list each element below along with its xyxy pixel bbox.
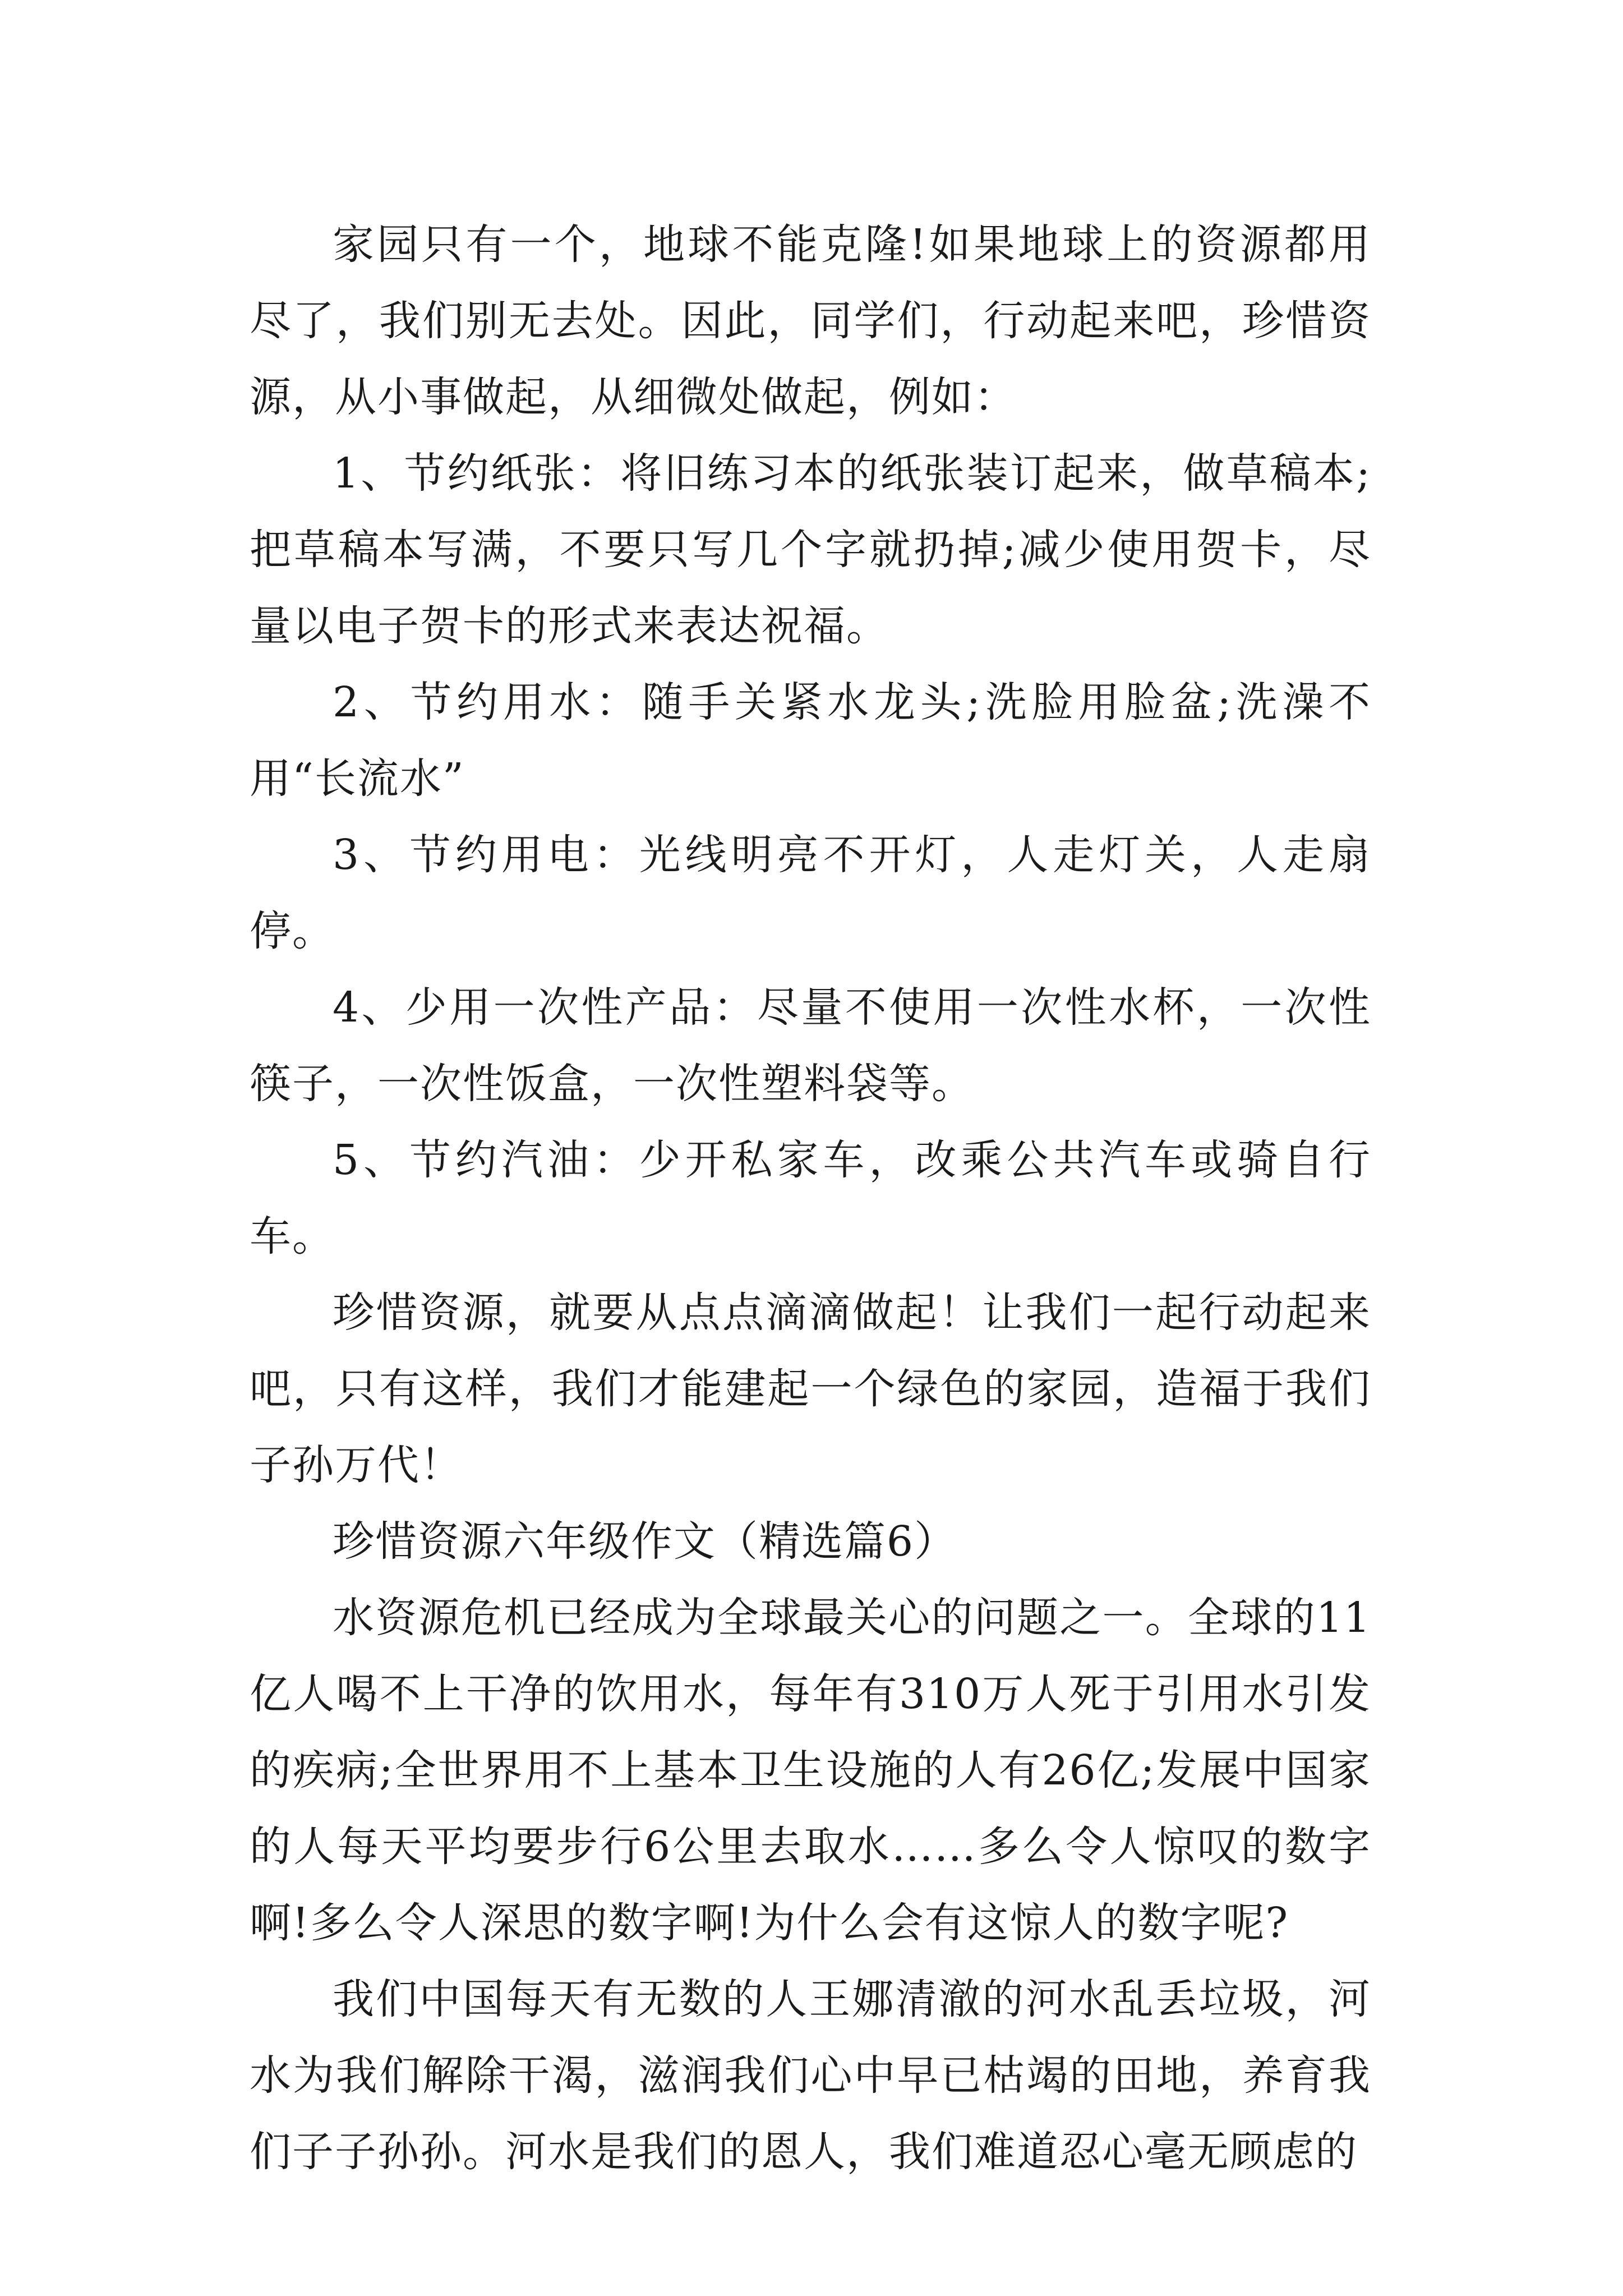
section-heading: 珍惜资源六年级作文（精选篇6） bbox=[333, 1517, 957, 1566]
paragraph-save-water: 2、节约用水：随手关紧水龙头;洗脸用脸盆;洗澡不用“长流水” bbox=[250, 678, 1371, 803]
paragraph-disposable-products: 4、少用一次性产品：尽量不使用一次性水杯，一次性筷子，一次性饭盒，一次性塑料袋等。 bbox=[250, 983, 1371, 1108]
paragraph-conclusion: 珍惜资源，就要从点点滴滴做起！让我们一起行动起来吧，只有这样，我们才能建起一个绿色的家园，造福于我们子孙万代！ bbox=[250, 1289, 1371, 1489]
paragraph-save-gasoline: 5、节约汽油：少开私家车，改乘公共汽车或骑自行车。 bbox=[250, 1136, 1371, 1260]
paragraph-river-pollution: 我们中国每天有无数的人王娜清澈的河水乱丢垃圾，河水为我们解除干渴，滋润我们心中早已枯竭的田地，养育我们子子孙孙。河水是我们的恩人，我们难道忍心毫无顾虑的 bbox=[250, 1975, 1371, 2176]
paragraph-save-electricity: 3、节约用电：光线明亮不开灯，人走灯关，人走扇停。 bbox=[250, 831, 1371, 955]
document-body bbox=[250, 206, 1371, 2190]
paragraph-water-crisis: 水资源危机已经成为全球最关心的问题之一。全球的11亿人喝不上干净的饮用水，每年有310万人死于引用水引发的疾病;全世界用不上基本卫生设施的人有26亿;发展中国家的人每天平均要步行6公里去取水……多么令人惊叹的数字啊!多么令人深思的数字啊!为什么会有这惊人的数字呢? bbox=[250, 1594, 1371, 1947]
paragraph-save-paper: 1、节约纸张：将旧练习本的纸张装订起来，做草稿本;把草稿本写满，不要只写几个字就扔掉;减少使用贺卡，尽量以电子贺卡的形式来表达祝福。 bbox=[250, 449, 1371, 650]
paragraph-intro: 家园只有一个，地球不能克隆!如果地球上的资源都用尽了，我们别无去处。因此，同学们，行动起来吧，珍惜资源，从小事做起，从细微处做起，例如： bbox=[250, 220, 1371, 421]
